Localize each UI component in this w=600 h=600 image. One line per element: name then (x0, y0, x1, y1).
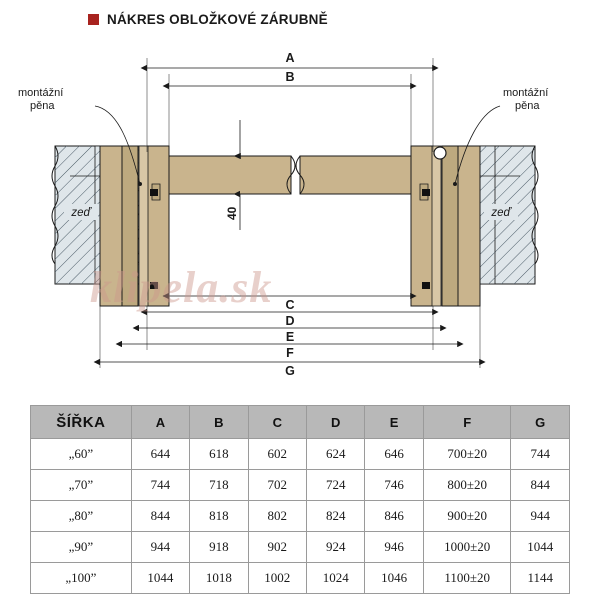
cell-size: „90” (31, 532, 132, 563)
cell-b: 818 (190, 501, 248, 532)
table-row (31, 532, 570, 563)
dimension-C-label: C (285, 298, 295, 312)
table-header-sirka: ŠÍŘKA (31, 406, 132, 439)
cell-g: 744 (511, 439, 570, 470)
dimension-D (147, 312, 433, 328)
cell-a: 744 (131, 470, 189, 501)
cell-f: 900±20 (423, 501, 511, 532)
cell-b: 1018 (190, 563, 248, 594)
cell-c: 1002 (248, 563, 306, 594)
door-leaf (169, 156, 411, 194)
dimension-40-label: 40 (225, 206, 239, 220)
cell-f: 1100±20 (423, 563, 511, 594)
dimensions-table (30, 405, 570, 594)
dimension-D-label: D (285, 314, 295, 328)
callout-foam-left-line1: montážní (18, 87, 64, 99)
page-title-label: NÁKRES OBLOŽKOVÉ ZÁRUBNĚ (107, 12, 328, 27)
cell-d: 724 (306, 470, 364, 501)
table-row (31, 563, 570, 594)
table-header-g: G (511, 406, 570, 439)
bullet-square-icon (88, 14, 99, 25)
dimension-E (139, 328, 441, 344)
cell-d: 924 (306, 532, 364, 563)
table-header-row (31, 406, 570, 439)
cell-e: 746 (365, 470, 423, 501)
label-wall-right (484, 204, 518, 220)
cell-b: 718 (190, 470, 248, 501)
cell-c: 902 (248, 532, 306, 563)
table-header (31, 406, 570, 439)
label-wall-left-text: zeď (71, 207, 91, 219)
cell-g: 844 (511, 470, 570, 501)
label-wall-right-text: zeď (491, 207, 511, 219)
page-title (88, 12, 328, 27)
dimension-A (147, 51, 433, 152)
table-header-d: D (306, 406, 364, 439)
cell-e: 846 (365, 501, 423, 532)
table-header-a: A (131, 406, 189, 439)
cell-e: 646 (365, 439, 423, 470)
dimension-F-label: F (286, 346, 294, 360)
dimension-C (169, 296, 411, 312)
callout-foam-right-line1: montážní (503, 87, 549, 99)
cell-d: 624 (306, 439, 364, 470)
dimension-E-label: E (285, 330, 295, 344)
dimension-B (169, 70, 411, 154)
technical-drawing (0, 34, 600, 394)
cell-e: 946 (365, 532, 423, 563)
cell-g: 944 (511, 501, 570, 532)
dimensions-table-wrapper (30, 405, 570, 594)
cell-size: „60” (31, 439, 132, 470)
cell-size: „80” (31, 501, 132, 532)
cell-c: 702 (248, 470, 306, 501)
frame-left (100, 146, 169, 306)
cell-d: 1024 (306, 563, 364, 594)
callout-foam-right-line2: pěna (515, 100, 540, 112)
dimension-A-label: A (285, 51, 295, 65)
dimension-G-label: G (285, 364, 295, 378)
label-wall-left (64, 204, 98, 220)
cell-c: 802 (248, 501, 306, 532)
cell-a: 844 (131, 501, 189, 532)
cell-g: 1044 (511, 532, 570, 563)
table-header-e: E (365, 406, 423, 439)
cell-size: „70” (31, 470, 132, 501)
cell-b: 918 (190, 532, 248, 563)
cell-size: „100” (31, 563, 132, 594)
cell-f: 1000±20 (423, 532, 511, 563)
callout-foam-left-line2: pěna (30, 100, 55, 112)
dimension-B-label: B (285, 70, 295, 84)
table-header-f: F (423, 406, 511, 439)
table-row (31, 470, 570, 501)
table-row (31, 501, 570, 532)
table-row (31, 439, 570, 470)
watermark: klipela.sk (90, 263, 273, 312)
cell-a: 644 (131, 439, 189, 470)
cell-b: 618 (190, 439, 248, 470)
table-body (31, 439, 570, 594)
cell-g: 1144 (511, 563, 570, 594)
table-header-c: C (248, 406, 306, 439)
cell-c: 602 (248, 439, 306, 470)
table-header-b: B (190, 406, 248, 439)
cell-a: 944 (131, 532, 189, 563)
cell-e: 1046 (365, 563, 423, 594)
cell-a: 1044 (131, 563, 189, 594)
cell-f: 700±20 (423, 439, 511, 470)
frame-right (411, 146, 480, 306)
cell-d: 824 (306, 501, 364, 532)
cell-f: 800±20 (423, 470, 511, 501)
